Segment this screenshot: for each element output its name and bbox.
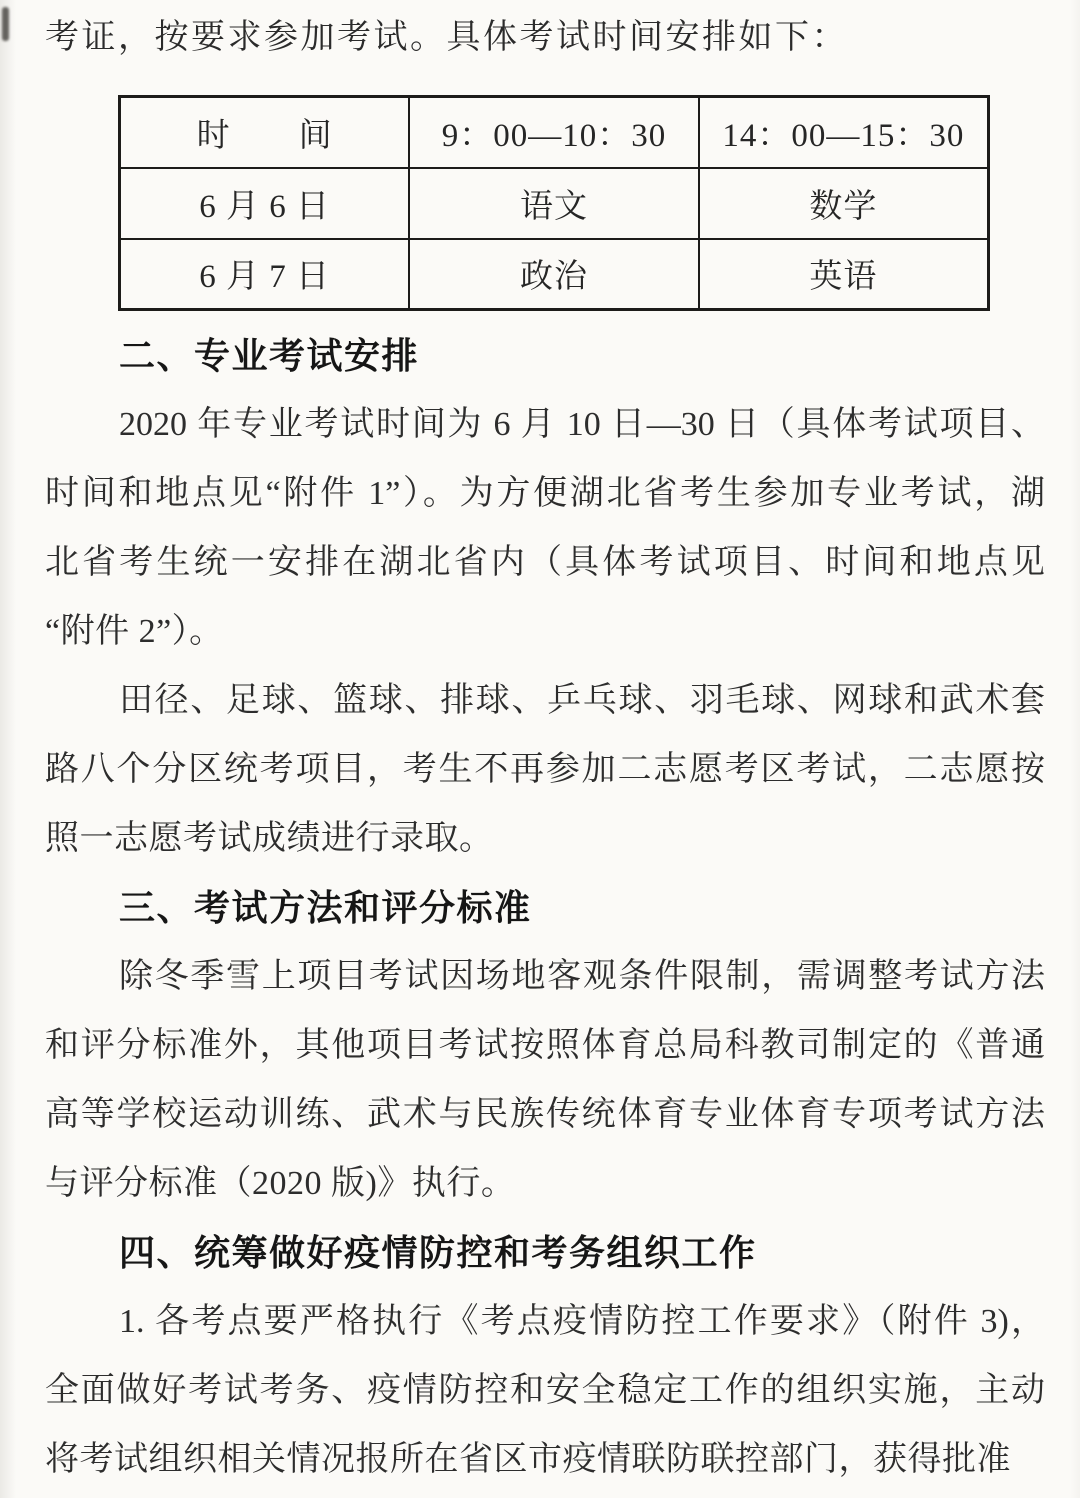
timetable-subject-cell: 数学 [699,168,989,239]
paragraph-line: 除冬季雪上项目考试因场地客观条件限制，需调整考试方法 [119,958,1045,995]
document-body [45,321,1045,1494]
paragraph-line: 2020 年专业考试时间为 6 月 10 日—30 日（具体考试项目、 [119,406,1045,443]
timetable-header-morning-slot: 9：00—10：30 [409,97,699,168]
paragraph-line: 路八个分区统考项目，考生不再参加二志愿考区考试，二志愿按 [45,751,1045,788]
paragraph-line: 北省考生统一安排在湖北省内（具体考试项目、时间和地点见 [45,544,1045,581]
timetable-subject-cell: 政治 [409,239,699,310]
timetable-header-afternoon-slot: 14：00—15：30 [699,97,989,168]
timetable-subject-cell: 英语 [699,239,989,310]
timetable-header-row [120,97,989,168]
paragraph-line: 将考试组织相关情况报所在省区市疫情联防联控部门，获得批准 [45,1441,1011,1478]
section-4-heading: 四、统筹做好疫情防控和考务组织工作 [119,1232,757,1273]
exam-timetable-wrapper [118,95,1045,311]
timetable-subject-cell: 语文 [409,168,699,239]
intro-text: 考证，按要求参加考试。具体考试时间安排如下： [45,19,848,56]
paragraph-line: 和评分标准外，其他项目考试按照体育总局科教司制定的《普通 [45,1027,1045,1064]
paragraph-line: 全面做好考试考务、疫情防控和安全稳定工作的组织实施，主动 [45,1372,1045,1409]
timetable-header-time: 时 间 [120,97,410,168]
timetable-row-june7 [120,239,989,310]
paragraph-line: 照一志愿考试成绩进行录取。 [45,820,494,857]
exam-timetable [118,95,990,311]
scan-smudge-artifact [2,7,9,41]
timetable-row-june6 [120,168,989,239]
paragraph-line: 1. 各考点要严格执行《考点疫情防控工作要求》（附件 3)， [119,1303,1045,1340]
paragraph-line: 与评分标准（2020 版)》执行。 [45,1165,516,1202]
paragraph-line: “附件 2”）。 [45,613,224,650]
paragraph-line: 时间和地点见“附件 1”）。为方便湖北省考生参加专业考试，湖 [45,475,1045,512]
paragraph-line: 田径、足球、篮球、排球、乒乓球、羽毛球、网球和武术套 [119,682,1045,719]
section-2-heading: 二、专业考试安排 [119,335,420,376]
section-3-heading: 三、考试方法和评分标准 [119,887,532,928]
paragraph-line: 高等学校运动训练、武术与民族传统体育专业体育专项考试方法 [45,1096,1045,1133]
timetable-date-cell: 6 月 6 日 [120,168,410,239]
timetable-date-cell: 6 月 7 日 [120,239,410,310]
